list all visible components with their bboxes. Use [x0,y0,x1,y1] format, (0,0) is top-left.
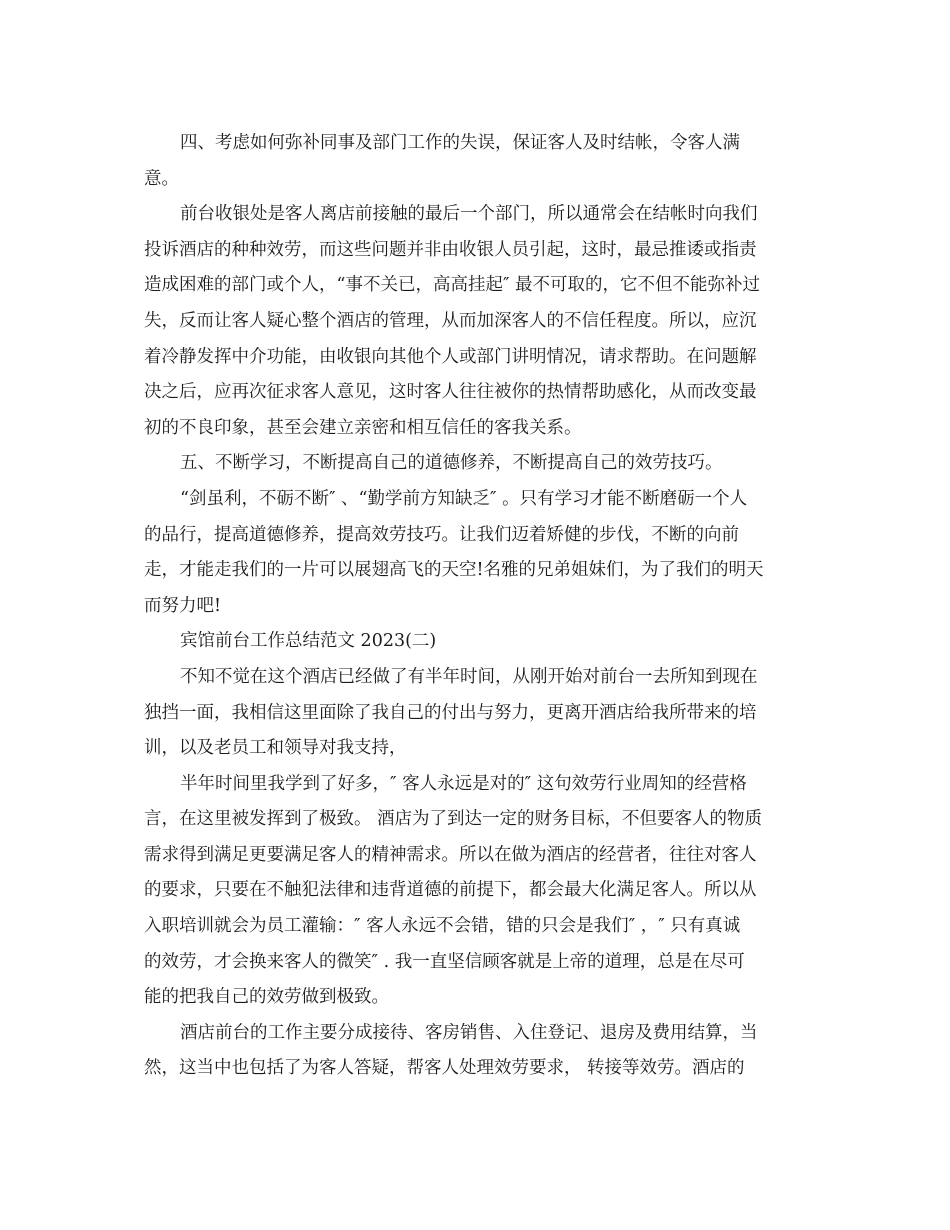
text-line: 着冷静发挥中介功能，由收银向其他个人或部门讲明情况，请求帮助。在问题解 [144,346,757,367]
text-line: 然，这当中也包括了为客人答疑，帮客人处理效劳要求， 转接等效劳。酒店的 [144,1058,745,1079]
text-line: 投诉酒店的种种效劳，而这些问题并非由收银人员引起，这时，最忌推诿或指责 [144,239,757,260]
text-line: 造成困难的部门或个人，“事不关已，高高挂起″ 最不可取的，它不但不能弥补过 [144,275,761,296]
text-line: 而努力吧! [144,595,222,616]
text-line: 入职培训就会为员工灌输：″ 客人永远不会错，错的只会是我们″ ，″ 只有真诚 [144,916,741,937]
text-line: 的品行，提高道德修养，提高效劳技巧。让我们迈着矫健的步伐，不断的向前 [144,524,739,545]
text-line: 四、考虑如何弥补同事及部门工作的失误，保证客人及时结帐，令客人满 [180,133,740,153]
text-line: 的效劳，才会换来客人的微笑″ . 我一直坚信顾客就是上帝的道理，总是在尽可 [144,951,745,972]
text-line: 独挡一面，我相信这里面除了我自己的付出与努力，更离开酒店给我所带来的培 [144,702,757,723]
text-line: 需求得到满足更要满足客人的精神需求。所以在做为酒店的经营者，往往对客人 [144,844,757,865]
document-body [144,126,808,1087]
section-heading: 五、不断学习，不断提高自己的道德修养，不断提高自己的效劳技巧。 [180,453,723,474]
text-line: 训，以及老员工和领导对我支持， [144,738,407,759]
text-line: 前台收银处是客人离店前接触的最后一个部门，所以通常会在结帐时向我们 [180,204,758,225]
text-line: 失，反而让客人疑心整个酒店的管理，从而加深客人的不信任程度。所以，应沉 [144,310,757,331]
text-line: “剑虽利，不砺不断″ 、“勤学前方知缺乏″ 。只有学习才能不断磨砺一个人 [180,488,748,509]
text-line: 走，才能走我们的一片可以展翅高飞的天空!名雅的兄弟姐妹们，为了我们的明天 [144,560,764,581]
text-line: 意。 [144,168,179,189]
text-line: 决之后，应再次征求客人意见，这时客人往往被你的热情帮助感化，从而改变最 [144,382,757,403]
text-line: 不知不觉在这个酒店已经做了有半年时间，从刚开始对前台一去所知到现在 [180,666,758,687]
text-line: 言，在这里被发挥到了极致。 酒店为了到达一定的财务目标，不但要客人的物质 [144,809,763,830]
text-line: 能的把我自己的效劳做到极致。 [144,987,389,1008]
text-line: 初的不良印象，甚至会建立亲密和相互信任的客我关系。 [144,417,582,438]
text-line: 的要求，只要在不触犯法律和违背道德的前提下，都会最大化满足客人。所以从 [144,880,757,901]
document-subtitle: 宾馆前台工作总结范文 2023(二) [180,631,437,652]
text-line: 酒店前台的工作主要分成接待、客房销售、入住登记、退房及费用结算，当 [180,1022,758,1043]
text-line: 半年时间里我学到了好多，″ 客人永远是对的″ 这句效劳行业周知的经营格 [180,773,747,794]
